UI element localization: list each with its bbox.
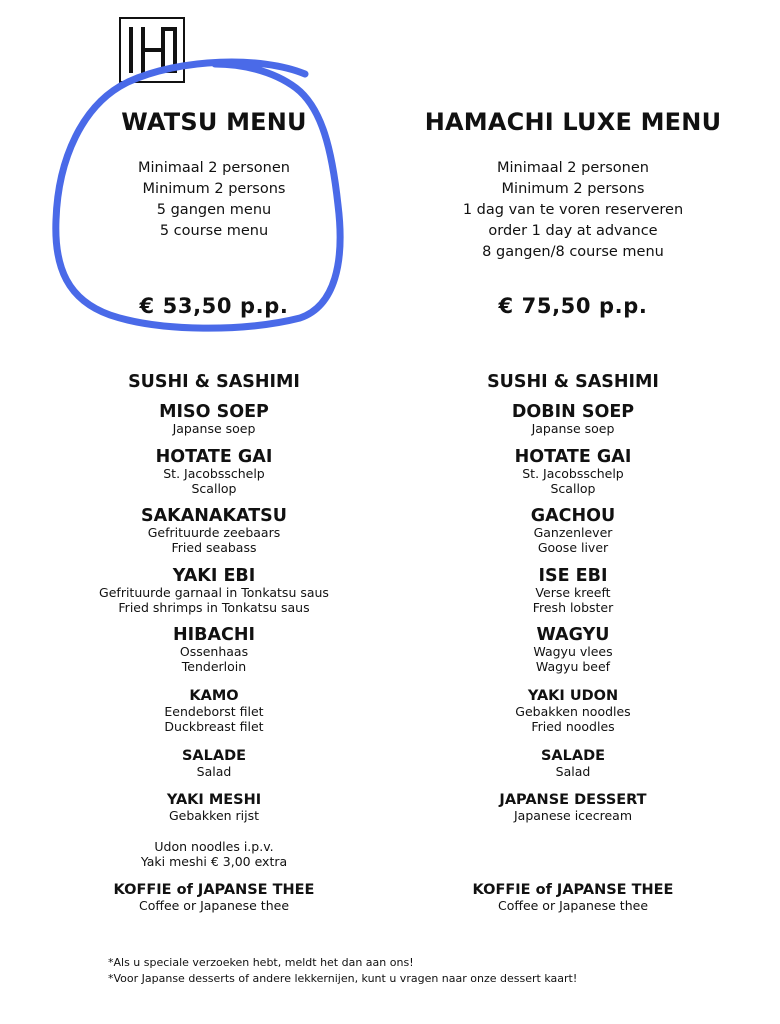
course-item xyxy=(403,507,743,555)
course-desc: Fresh lobster xyxy=(532,600,614,616)
course-desc: Japanse soep xyxy=(531,421,615,437)
course-item xyxy=(44,567,384,615)
course-desc: Japanse soep xyxy=(172,421,256,437)
course-name: HOTATE GAI xyxy=(155,447,273,467)
course-item xyxy=(403,689,743,734)
footnotes xyxy=(108,955,577,987)
course-name: GACHOU xyxy=(530,506,616,526)
course-name: YAKI UDON xyxy=(527,688,619,704)
course-desc: Fried shrimps in Tonkatsu saus xyxy=(118,600,310,616)
course-item xyxy=(44,373,384,391)
menu-price: € 75,50 p.p. xyxy=(498,294,648,318)
course-item xyxy=(403,883,743,913)
course-item xyxy=(403,448,743,496)
course-name: SALADE xyxy=(181,748,247,764)
course-desc: Scallop xyxy=(191,481,237,497)
course-name: KOFFIE of JAPANSE THEE xyxy=(472,882,674,898)
course-desc: Gebakken rijst xyxy=(168,808,260,824)
course-name: KAMO xyxy=(189,688,239,704)
course-name: YAKI EBI xyxy=(172,566,256,586)
course-item xyxy=(44,626,384,674)
info-line: order 1 day at advance xyxy=(488,223,658,239)
course-item xyxy=(403,626,743,674)
course-desc: Japanese icecream xyxy=(513,808,633,824)
course-name: JAPANSE DESSERT xyxy=(499,792,647,808)
info-line: 8 gangen/8 course menu xyxy=(482,244,664,260)
supplement-line: Yaki meshi € 3,00 extra xyxy=(140,854,288,869)
course-name: MISO SOEP xyxy=(159,402,269,422)
course-desc: Wagyu beef xyxy=(535,659,611,675)
course-name: KOFFIE of JAPANSE THEE xyxy=(113,882,315,898)
course-desc: Gebakken noodles xyxy=(515,704,631,720)
course-desc: Wagyu vlees xyxy=(533,644,613,660)
course-desc: Ossenhaas xyxy=(179,644,249,660)
info-line: 1 dag van te voren reserveren xyxy=(462,202,684,218)
course-item xyxy=(403,403,743,436)
info-line: Minimaal 2 personen xyxy=(497,160,649,176)
course-desc: Salad xyxy=(196,764,232,780)
course-desc: St. Jacobsschelp xyxy=(522,466,624,482)
course-desc: Scallop xyxy=(550,481,596,497)
restaurant-logo xyxy=(119,17,185,83)
course-desc: Gefrituurde zeebaars xyxy=(147,525,281,541)
menu-info xyxy=(403,158,743,263)
course-name: YAKI MESHI xyxy=(166,792,262,808)
course-name: SUSHI & SASHIMI xyxy=(128,372,300,392)
course-item xyxy=(403,373,743,391)
course-desc: Salad xyxy=(555,764,591,780)
info-line: Minimaal 2 personen xyxy=(138,160,290,176)
course-item xyxy=(44,448,384,496)
course-item xyxy=(44,883,384,913)
menu-price: € 53,50 p.p. xyxy=(139,294,289,318)
course-desc: Coffee or Japanese thee xyxy=(497,898,649,914)
course-desc: Verse kreeft xyxy=(535,585,611,601)
course-name: SALADE xyxy=(540,748,606,764)
course-item xyxy=(44,507,384,555)
course-name: ISE EBI xyxy=(538,566,608,586)
footnote: *Voor Japanse desserts of andere lekkernijen, kunt u vragen naar onze dessert kaart! xyxy=(108,972,578,985)
supplement-line: Udon noodles i.p.v. xyxy=(154,839,274,854)
footnote: *Als u speciale verzoeken hebt, meldt het dan aan ons! xyxy=(108,956,414,969)
course-desc: Duckbreast filet xyxy=(164,719,264,735)
course-name: DOBIN SOEP xyxy=(511,402,635,422)
course-item xyxy=(44,403,384,436)
course-desc: Eendeborst filet xyxy=(164,704,264,720)
menu-title: WATSU MENU xyxy=(121,108,307,136)
course-desc: Ganzenlever xyxy=(533,525,613,541)
course-item xyxy=(44,749,384,779)
info-line: 5 course menu xyxy=(159,223,269,239)
course-desc: Coffee or Japanese thee xyxy=(138,898,290,914)
course-name: SAKANAKATSU xyxy=(141,506,287,526)
course-desc: Gefrituurde garnaal in Tonkatsu saus xyxy=(99,585,329,601)
course-item xyxy=(403,793,743,823)
course-desc: Fried noodles xyxy=(531,719,615,735)
course-desc: Goose liver xyxy=(537,540,609,556)
info-line: Minimum 2 persons xyxy=(142,181,286,197)
menu-title: HAMACHI LUXE MENU xyxy=(424,108,722,136)
course-desc: Fried seabass xyxy=(171,540,257,556)
course-name: HOTATE GAI xyxy=(514,447,632,467)
info-line: 5 gangen menu xyxy=(156,202,272,218)
course-name: HIBACHI xyxy=(172,625,256,645)
course-name: WAGYU xyxy=(536,625,610,645)
course-item xyxy=(44,793,384,823)
menu-info xyxy=(44,158,384,242)
course-name: SUSHI & SASHIMI xyxy=(487,372,659,392)
info-line: Minimum 2 persons xyxy=(501,181,645,197)
course-item xyxy=(403,567,743,615)
supplement-note xyxy=(44,839,384,869)
course-item xyxy=(403,749,743,779)
course-item xyxy=(44,689,384,734)
course-desc: Tenderloin xyxy=(181,659,247,675)
course-desc: St. Jacobsschelp xyxy=(163,466,265,482)
